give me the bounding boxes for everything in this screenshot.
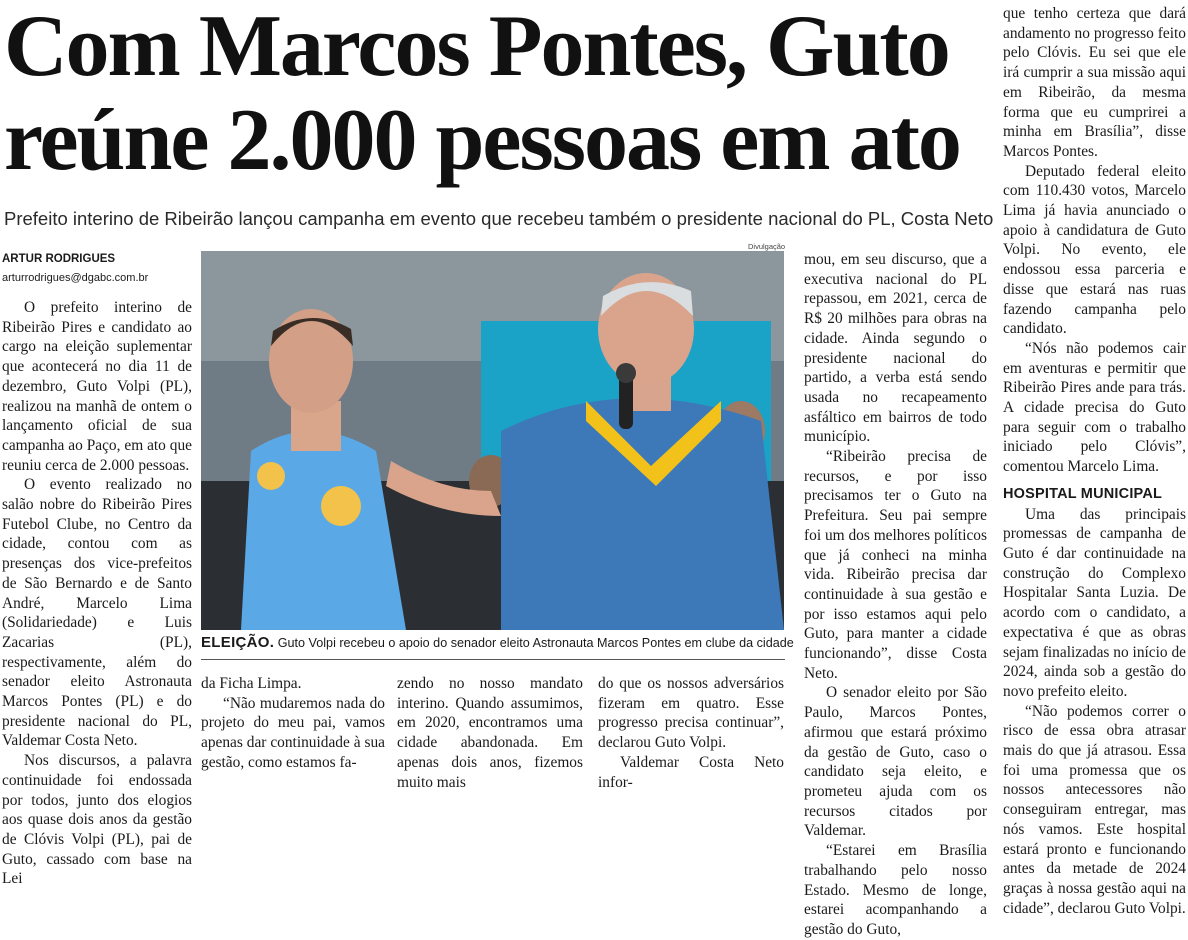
photo-caption — [201, 634, 794, 651]
paragraph: O prefeito interino de Ribeirão Pires e candidato ao cargo na eleição suplementar que acontecerá no dia 11 de dezembro, Guto Volpi (PL), realizou na manhã de ontem o lançamento oficial de sua campanha ao Paço, em ato que reuniu cerca de 2.000 pessoas. — [2, 299, 192, 474]
caption-divider — [201, 659, 785, 660]
byline-author: ARTUR RODRIGUES — [2, 253, 116, 265]
photo-illustration — [201, 251, 784, 630]
paragraph: Deputado federal eleito com 110.430 votos, Marcelo Lima já havia anunciado o apoio à candidatura de Guto Volpi. No evento, ele endossou essa parceria e disse que estará nas ruas fazendo campanha pelo candidato. — [1003, 162, 1186, 338]
article-photo — [201, 251, 784, 630]
byline-email[interactable]: arturrodrigues@dgabc.com.br — [2, 272, 149, 284]
paragraph: “Não mudaremos nada do projeto do meu pai, vamos apenas dar continuidade à sua gestão, como estamos fa- — [201, 694, 385, 771]
paragraph: O senador eleito por São Paulo, Marcos Pontes, afirmou que estará próximo da gestão de Guto, caso o candidato seja eleito, e prometeu ajuda com os recursos citados por Valdemar. — [804, 684, 987, 840]
paragraph: “Não podemos correr o risco de essa obra atrasar mais do que já atrasou. Essa foi uma promessa que os nossos antecessores não conseguiram entregar, mas nós vamos. Este hospital estará pronto e funcionando antes da metade de 2024 graças à nossa gestão aqui na cidade”, declarou Guto Volpi. — [1003, 702, 1186, 917]
column-6 — [1003, 4, 1186, 917]
paragraph: Nos discursos, a palavra continuidade foi endossada por todos, junto dos elogios aos quase dois anos da gestão de Clóvis Volpi (PL), pai de Guto, cassado com base na Lei — [2, 752, 192, 888]
paragraph: zendo no nosso mandato interino. Quando assumimos, em 2020, encontramos uma cidade abandonada. Em apenas dois anos, fizemos muito mais — [397, 675, 583, 791]
column-1 — [2, 298, 192, 888]
column-2 — [201, 674, 385, 778]
section-heading: HOSPITAL MUNICIPAL — [1003, 485, 1163, 502]
headline — [4, 0, 994, 188]
column-5 — [804, 250, 987, 938]
headline-line-2: reúne 2.000 pessoas em ato — [4, 92, 960, 189]
paragraph: do que os nossos adversários fizeram em quatro. Esse progresso precisa continuar”, declarou Guto Volpi. — [598, 675, 784, 752]
paragraph: “Estarei em Brasília trabalhando pelo nosso Estado. Mesmo de longe, estarei acompanhando a gestão do Guto, — [804, 842, 987, 938]
subheadline: Prefeito interino de Ribeirão lançou campanha em evento que recebeu também o presidente nacional do PL, Costa Neto — [4, 208, 994, 229]
column-4 — [598, 674, 784, 791]
paragraph: da Ficha Limpa. — [201, 675, 302, 692]
headline-line-1: Com Marcos Pontes, Guto — [4, 0, 949, 95]
paragraph: O evento realizado no salão nobre do Ribeirão Pires Futebol Clube, no Centro da cidade, contou com as presenças dos vice-prefeitos de São Bernardo e de Santo André, Marcelo Lima (Solidariedade) e Luis Zacarias (PL), respectivamente, além do senador eleito Astronauta Marcos Pontes (PL) e do presidente nacional do PL, Valdemar Costa Neto. — [2, 476, 192, 750]
paragraph: Uma das principais promessas de campanha de Guto é dar continuidade na construção do Complexo Hospitalar Santa Luzia. De acordo com o candidato, a expectativa é que as obras sejam finalizadas no início de 2024, ainda sob a gestão do novo prefeito eleito. — [1003, 505, 1186, 700]
paragraph: “Ribeirão precisa de recursos, e por isso precisamos ter o Guto na Prefeitura. Seu pai sempre foi um dos melhores políticos que já conheci na minha vida. Ribeirão precisa dar continuidade à sua gestão e por isso estamos aqui pelo Guto, para manter a cidade funcionando”, disse Costa Neto. — [804, 448, 987, 682]
paragraph: Valdemar Costa Neto infor- — [598, 753, 784, 791]
paragraph: “Nós não podemos cair em aventuras e permitir que Ribeirão Pires ande para trás. A cidade precisa do Guto para seguir com o trabalho iniciado pelo Clóvis”, comentou Marcelo Lima. — [1003, 339, 1186, 476]
paragraph: mou, em seu discurso, que a executiva nacional do PL repassou, em 2021, cerca de R$ 20 milhões para obras na cidade. Ainda segundo o presidente nacional do partido, a verba está sendo usada no recapeamento asfáltico em bairros de todo município. — [804, 251, 987, 446]
paragraph: que tenho certeza que dará andamento no progresso feito pelo Clóvis. Eu sei que ele irá cumprir a sua missão aqui em Ribeirão, da mesma forma que eu cumprirei a minha em Brasília”, disse Marcos Pontes. — [1003, 5, 1186, 160]
caption-label: ELEIÇÃO. — [201, 634, 275, 651]
caption-text: Guto Volpi recebeu o apoio do senador eleito Astronauta Marcos Pontes em clube da cidade — [277, 636, 794, 650]
column-3 — [397, 674, 583, 791]
photo-credit: Divulgação — [748, 242, 786, 251]
